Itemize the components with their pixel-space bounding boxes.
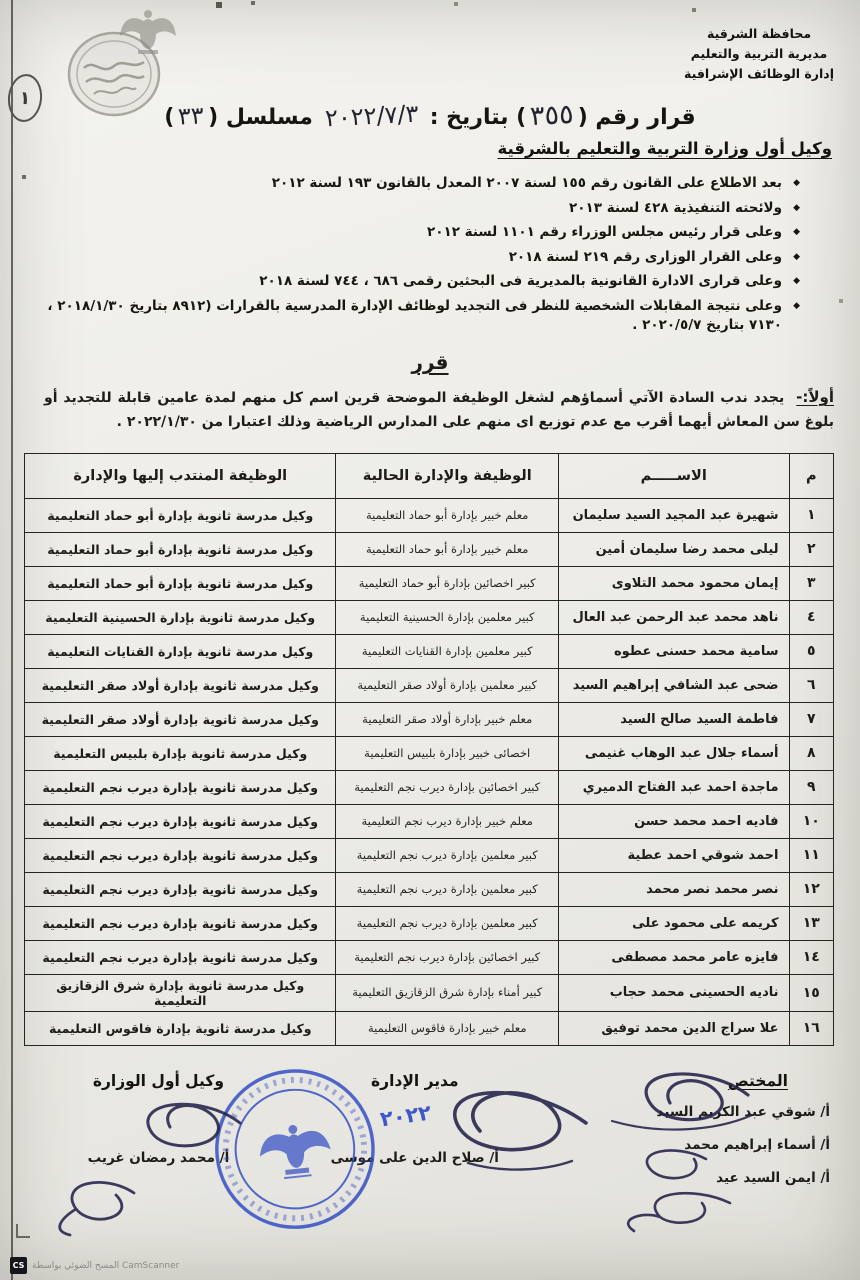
decision-title-prefix: قرار رقم (	[577, 105, 696, 130]
cell-serial: ٨	[789, 736, 833, 770]
cell-name: سامية محمد حسنى عطوه	[558, 634, 789, 668]
table-row	[25, 702, 834, 736]
cell-serial: ٥	[789, 634, 833, 668]
cell-new-position: وكيل مدرسة ثانوية بإدارة ديرب نجم التعليمية	[25, 770, 336, 804]
cell-name: ماجدة احمد عبد الفتاح الدميري	[558, 770, 789, 804]
table-row	[25, 1011, 834, 1045]
camscanner-text: المسح الضوئي بواسطة CamScanner	[32, 1260, 180, 1271]
cell-current-position: كبير اخصائين بإدارة ديرب نجم التعليمية	[336, 770, 558, 804]
cell-current-position: كبير معلمين بإدارة القنايات التعليمية	[336, 634, 558, 668]
decided-heading: قرر	[411, 349, 449, 374]
cell-name: شهيرة عبد المجيد السيد سليمان	[558, 498, 789, 532]
preamble-text: ولائحته التنفيذية ٤٢٨ لسنة ٢٠١٣	[569, 199, 782, 216]
table-row	[25, 668, 834, 702]
header-logos	[66, 2, 216, 112]
cell-new-position: وكيل مدرسة ثانوية بإدارة أولاد صقر التعليمية	[25, 702, 336, 736]
assignments-table	[24, 453, 834, 1046]
table-row	[25, 566, 834, 600]
cell-name: علا سراج الدين محمد توفيق	[558, 1011, 789, 1045]
cell-serial: ١٤	[789, 940, 833, 974]
cell-new-position: وكيل مدرسة ثانوية بإدارة أبو حماد التعليمية	[25, 566, 336, 600]
handwritten-year: ٢٠٢٢	[378, 1100, 433, 1132]
cell-current-position: معلم خبير بإدارة أولاد صقر التعليمية	[336, 702, 558, 736]
table-row	[25, 498, 834, 532]
table-row	[25, 736, 834, 770]
stamp-eagle-icon	[257, 1121, 333, 1180]
scan-corner-mark	[16, 1224, 30, 1238]
camscanner-logo-icon: CS	[10, 1257, 27, 1274]
camscanner-watermark	[10, 1257, 179, 1274]
table-row	[25, 838, 834, 872]
diamond-bullet-icon: ◆	[793, 276, 800, 287]
cell-serial: ٩	[789, 770, 833, 804]
first-clause-label: أولاً:-	[796, 387, 835, 406]
cell-current-position: كبير اخصائين بإدارة ديرب نجم التعليمية	[336, 940, 558, 974]
diamond-bullet-icon: ◆	[793, 251, 800, 262]
col-header-name: الاســـــم	[558, 453, 789, 498]
col-header-new-position: الوظيفة المنتدب إليها والإدارة	[25, 453, 336, 498]
first-clause-text: يجدد ندب السادة الآتي أسماؤهم لشغل الوظيفة الموضحة قرين اسم كل منهم لمدة عامين قابلة للتجديد أو بلوغ سن المعاش أيهما أقرب مع عدم توزيع اى منهم على المدارس الرياضية وذلك اعتبارا من ٢٠٢٢/١/٣٠ .	[44, 389, 834, 431]
preamble-item	[40, 272, 802, 292]
cell-current-position: معلم خبير بإدارة أبو حماد التعليمية	[336, 532, 558, 566]
cell-current-position: اخصائى خبير بإدارة بلبيس التعليمية	[336, 736, 558, 770]
cell-serial: ١١	[789, 838, 833, 872]
cell-new-position: وكيل مدرسة ثانوية بإدارة أبو حماد التعليمية	[25, 532, 336, 566]
cell-serial: ١٠	[789, 804, 833, 838]
cell-serial: ١٥	[789, 974, 833, 1011]
table-row	[25, 600, 834, 634]
preamble-item	[40, 199, 802, 219]
cell-serial: ٦	[789, 668, 833, 702]
official-stamp	[204, 1058, 389, 1243]
table-row	[25, 770, 834, 804]
cell-current-position: كبير معلمين بإدارة الحسينية التعليمية	[336, 600, 558, 634]
diamond-bullet-icon: ◆	[793, 300, 800, 311]
table-header-row	[25, 453, 834, 498]
cell-serial: ١٦	[789, 1011, 833, 1045]
cell-name: نصر محمد نصر محمد	[558, 872, 789, 906]
decision-title-mid: ) بتاريخ :	[429, 105, 527, 130]
undersecretary-title: وكيل أول الوزارة	[92, 1071, 224, 1090]
page-corner-number: ١	[6, 72, 45, 123]
cell-name: احمد شوقي احمد عطية	[558, 838, 789, 872]
specialist-name: أ/ ايمن السيد عيد	[716, 1169, 830, 1186]
cell-current-position: كبير معلمين بإدارة ديرب نجم التعليمية	[336, 838, 558, 872]
preamble-item	[40, 223, 802, 243]
ministry-seal-logo	[66, 30, 162, 118]
cell-new-position: وكيل مدرسة ثانوية بإدارة أبو حماد التعليمية	[25, 498, 336, 532]
org-line-directorate: مديرية التربية والتعليم	[690, 46, 828, 61]
serial-number: ٣٣	[177, 101, 205, 131]
cell-new-position: وكيل مدرسة ثانوية بإدارة شرق الزقازيق التعليمية	[25, 974, 336, 1011]
undersecretary-name: أ/ محمد رمضان غريب	[87, 1149, 230, 1166]
cell-new-position: وكيل مدرسة ثانوية بإدارة القنايات التعليمية	[25, 634, 336, 668]
table-row	[25, 940, 834, 974]
cell-current-position: معلم خبير بإدارة ديرب نجم التعليمية	[336, 804, 558, 838]
cell-current-position: كبير معلمين بإدارة ديرب نجم التعليمية	[336, 872, 558, 906]
preamble-text: وعلى قرار رئيس مجلس الوزراء رقم ١١٠١ لسنة ٢٠١٢	[426, 224, 782, 241]
cell-current-position: كبير معلمين بإدارة أولاد صقر التعليمية	[336, 668, 558, 702]
cell-new-position: وكيل مدرسة ثانوية بإدارة أولاد صقر التعليمية	[25, 668, 336, 702]
table-row	[25, 974, 834, 1011]
preamble-text: بعد الاطلاع على القانون رقم ١٥٥ لسنة ٢٠٠٧ المعدل بالقانون ١٩٣ لسنة ٢٠١٢	[271, 175, 782, 191]
preamble-text: وعلى القرار الوزارى رقم ٢١٩ لسنة ٢٠١٨	[508, 248, 782, 265]
preamble-item	[40, 248, 802, 268]
diamond-bullet-icon: ◆	[793, 178, 800, 188]
specialist-names	[533, 1104, 830, 1186]
cell-name: ليلى محمد رضا سليمان أمين	[558, 532, 789, 566]
specialist-block	[533, 1072, 834, 1203]
col-header-serial: م	[789, 453, 833, 498]
table-row	[25, 634, 834, 668]
cell-serial: ٧	[789, 702, 833, 736]
preamble-text: وعلى قرارى الادارة القانونية بالمديرية فى البحثين رقمى ٦٨٦ ، ٧٤٤ لسنة ٢٠١٨	[259, 273, 782, 290]
cell-new-position: وكيل مدرسة ثانوية بإدارة الحسينية التعليمية	[25, 600, 336, 634]
preamble-list	[40, 174, 802, 336]
org-line-governorate: محافظة الشرقية	[706, 26, 812, 41]
cell-serial: ١	[789, 498, 833, 532]
diamond-bullet-icon: ◆	[793, 202, 800, 213]
scan-noise	[0, 0, 2, 2]
org-header	[684, 24, 834, 84]
preamble-item	[40, 174, 802, 194]
first-clause	[44, 384, 834, 435]
decision-number: ٣٥٥	[529, 98, 575, 133]
director-name: أ/ صلاح الدين على موسى	[330, 1149, 499, 1166]
table-row	[25, 872, 834, 906]
serial-suffix: )	[164, 105, 175, 130]
preamble-text: وعلى نتيجة المقابلات الشخصية للنظر فى التجديد لوظائف الإدارة المدرسية بالقرارات (٨٩١٢ بتاريخ ٢٠١٨/١/٣٠ ، ٧١٣٠ بتاريخ ٢٠٢٠/٥/٧ .	[47, 297, 782, 334]
table-row	[25, 906, 834, 940]
serial-label: مسلسل (	[208, 105, 313, 130]
cell-current-position: معلم خبير بإدارة أبو حماد التعليمية	[336, 498, 558, 532]
cell-serial: ٢	[789, 532, 833, 566]
cell-new-position: وكيل مدرسة ثانوية بإدارة ديرب نجم التعليمية	[25, 838, 336, 872]
cell-current-position: كبير اخصائين بإدارة أبو حماد التعليمية	[336, 566, 558, 600]
preamble-item	[40, 297, 802, 336]
table-row	[25, 532, 834, 566]
cell-new-position: وكيل مدرسة ثانوية بإدارة ديرب نجم التعليمية	[25, 906, 336, 940]
cell-current-position: معلم خبير بإدارة فاقوس التعليمية	[336, 1011, 558, 1045]
table-body	[25, 498, 834, 1045]
table-row	[25, 804, 834, 838]
specialist-name: أ/ أسماء إبراهيم محمد	[684, 1136, 830, 1153]
cell-new-position: وكيل مدرسة ثانوية بإدارة فاقوس التعليمية	[25, 1011, 336, 1045]
cell-serial: ١٣	[789, 906, 833, 940]
cell-serial: ٤	[789, 600, 833, 634]
cell-name: ناهد محمد عبد الرحمن عبد العال	[558, 600, 789, 634]
director-title: مدير الإدارة	[371, 1071, 459, 1090]
cell-name: كريمه على محمود على	[558, 906, 789, 940]
specialist-title: المختص	[727, 1071, 788, 1090]
scan-edge-line	[11, 0, 13, 1280]
cell-name: فايزه عامر محمد مصطفى	[558, 940, 789, 974]
cell-name: فاطمة السيد صالح السيد	[558, 702, 789, 736]
cell-name: فاديه احمد محمد حسن	[558, 804, 789, 838]
cell-new-position: وكيل مدرسة ثانوية بإدارة بلبيس التعليمية	[25, 736, 336, 770]
issuing-authority-line: وكيل أول وزارة التربية والتعليم بالشرقية	[497, 139, 832, 158]
col-header-current-position: الوظيفة والإدارة الحالية	[336, 453, 558, 498]
cell-serial: ١٢	[789, 872, 833, 906]
cell-new-position: وكيل مدرسة ثانوية بإدارة ديرب نجم التعليمية	[25, 940, 336, 974]
cell-name: أسماء جلال عبد الوهاب غنيمى	[558, 736, 789, 770]
signatures-section	[20, 1072, 834, 1203]
cell-new-position: وكيل مدرسة ثانوية بإدارة ديرب نجم التعليمية	[25, 872, 336, 906]
org-line-department: إدارة الوظائف الإشرافية	[684, 66, 834, 81]
specialist-name: أ/ شوقي عبد الكريم السيد	[656, 1103, 830, 1120]
decision-date: ٢٠٢٢/٧/٣	[323, 99, 419, 133]
diamond-bullet-icon: ◆	[793, 227, 800, 238]
cell-current-position: كبير أمناء بإدارة شرق الزقازيق التعليمية	[336, 974, 558, 1011]
cell-name: ناديه الحسينى محمد حجاب	[558, 974, 789, 1011]
cell-new-position: وكيل مدرسة ثانوية بإدارة ديرب نجم التعليمية	[25, 804, 336, 838]
cell-serial: ٣	[789, 566, 833, 600]
cell-name: إيمان محمود محمد التلاوى	[558, 566, 789, 600]
cell-name: ضحى عبد الشافي إبراهيم السيد	[558, 668, 789, 702]
cell-current-position: كبير معلمين بإدارة ديرب نجم التعليمية	[336, 906, 558, 940]
